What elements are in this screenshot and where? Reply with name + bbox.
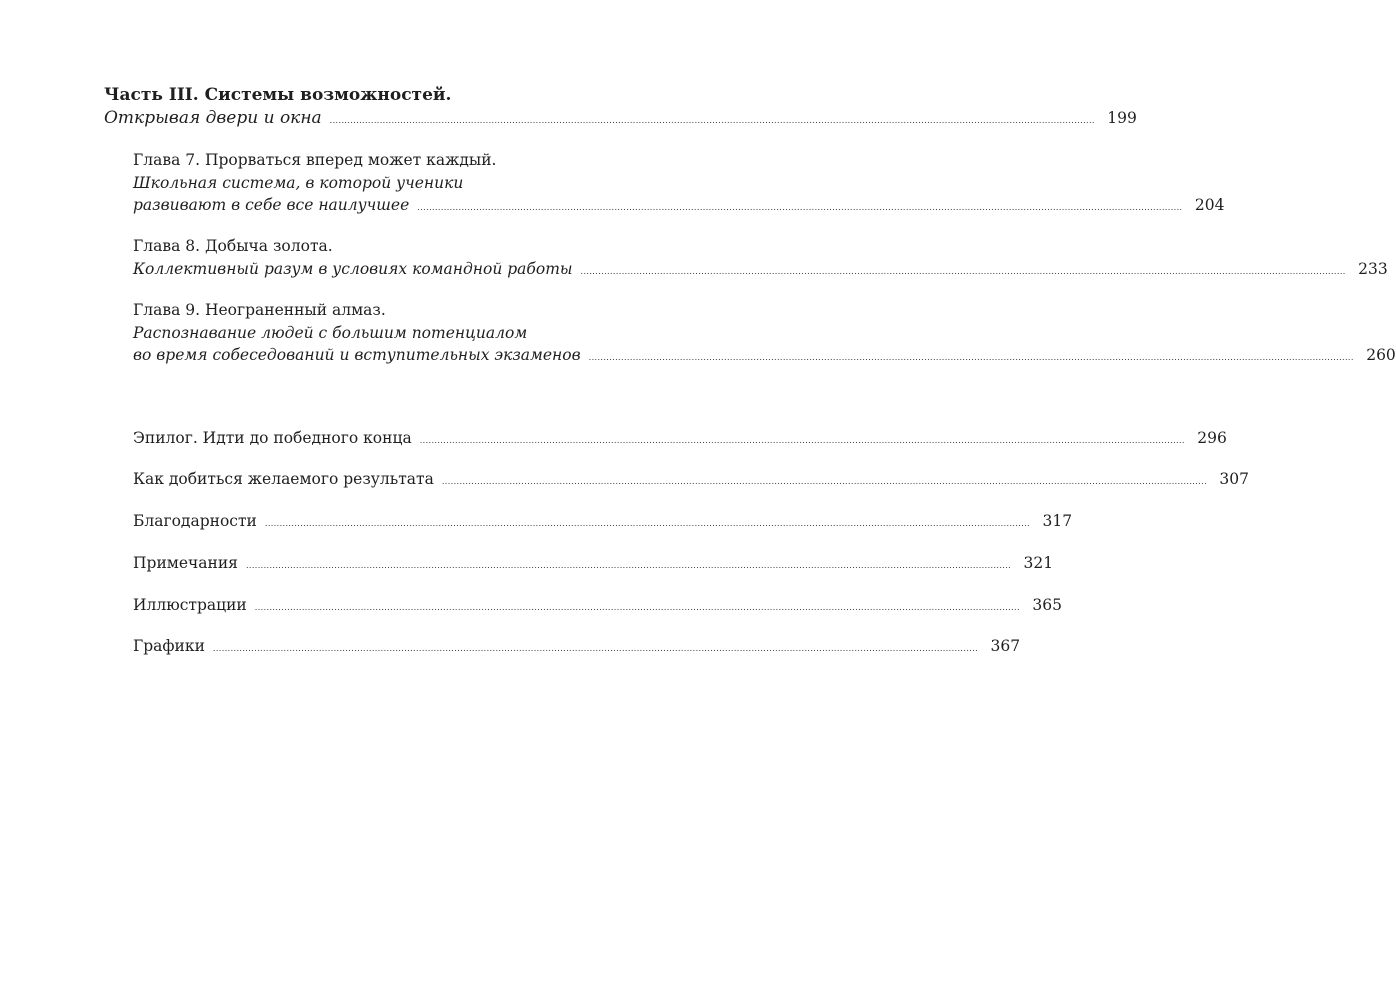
- entry-title: Графики: [133, 637, 205, 655]
- toc-entry-illustrations[interactable]: [133, 594, 1062, 616]
- page-number: 296: [1197, 429, 1227, 447]
- dot-leader: ....................................................................................................................................................................................................................................................................: [441, 477, 1208, 486]
- page-number: 367: [990, 637, 1021, 655]
- toc-entry-chapter-9[interactable]: [133, 344, 1396, 366]
- dot-leader: ....................................................................................................................................................................................................................................................................: [245, 561, 1012, 570]
- dot-leader: ....................................................................................................................................................................................................................................................................: [212, 644, 979, 653]
- page-number: 307: [1219, 470, 1250, 488]
- chapter-9-subtitle-line2: во время собеседований и вступительных экзаменов: [133, 346, 581, 364]
- chapter-7-heading[interactable]: Глава 7. Прорваться вперед может каждый.: [133, 151, 497, 169]
- page-number: 317: [1042, 512, 1073, 530]
- chapter-9-heading[interactable]: Глава 9. Неограненный алмаз.: [133, 301, 386, 319]
- entry-title: Иллюстрации: [133, 596, 247, 614]
- page-number: 365: [1032, 596, 1062, 614]
- toc-entry-epilogue[interactable]: [133, 427, 1227, 449]
- dot-leader: ....................................................................................................................................................................................................................................................................: [264, 519, 1031, 528]
- page-number: 260: [1366, 346, 1396, 364]
- part-title: Часть III. Системы возможностей.: [104, 85, 452, 105]
- toc-entry-chapter-8[interactable]: [133, 258, 1388, 280]
- dot-leader: ....................................................................................................................................................................................................................................................................: [588, 353, 1354, 362]
- page-number: 233: [1358, 260, 1388, 278]
- toc-entry-part-subtitle[interactable]: [104, 107, 1137, 129]
- part-subtitle: Открывая двери и окна: [104, 108, 322, 128]
- toc-entry-notes[interactable]: [133, 552, 1054, 574]
- chapter-7-subtitle-line2: развивают в себе все наилучшее: [133, 196, 410, 214]
- chapter-8-heading[interactable]: Глава 8. Добыча золота.: [133, 237, 333, 255]
- toc-entry-graphs[interactable]: [133, 635, 1021, 657]
- chapter-7-subtitle-line1: Школьная система, в которой ученики: [133, 174, 464, 192]
- toc-entry-chapter-7[interactable]: [133, 194, 1225, 216]
- entry-title: Примечания: [133, 554, 238, 572]
- page-number: 199: [1107, 109, 1137, 127]
- entry-title: Как добиться желаемого результата: [133, 470, 434, 488]
- dot-leader: ....................................................................................................................................................................................................................................................................: [329, 116, 1095, 125]
- entry-title: Эпилог. Идти до победного конца: [133, 429, 412, 447]
- chapter-9-subtitle-line1: Распознавание людей с большим потенциалом: [133, 324, 528, 342]
- entry-title: Благодарности: [133, 512, 257, 530]
- toc-entry-results[interactable]: [133, 468, 1250, 490]
- dot-leader: ....................................................................................................................................................................................................................................................................: [419, 436, 1185, 445]
- page-number: 321: [1023, 554, 1054, 572]
- chapter-8-subtitle: Коллективный разум в условиях командной работы: [133, 260, 573, 278]
- dot-leader: ....................................................................................................................................................................................................................................................................: [417, 203, 1183, 212]
- toc-entry-acknowledgements[interactable]: [133, 510, 1073, 532]
- page-number: 204: [1194, 196, 1225, 214]
- dot-leader: ....................................................................................................................................................................................................................................................................: [580, 267, 1346, 276]
- dot-leader: ....................................................................................................................................................................................................................................................................: [254, 603, 1020, 612]
